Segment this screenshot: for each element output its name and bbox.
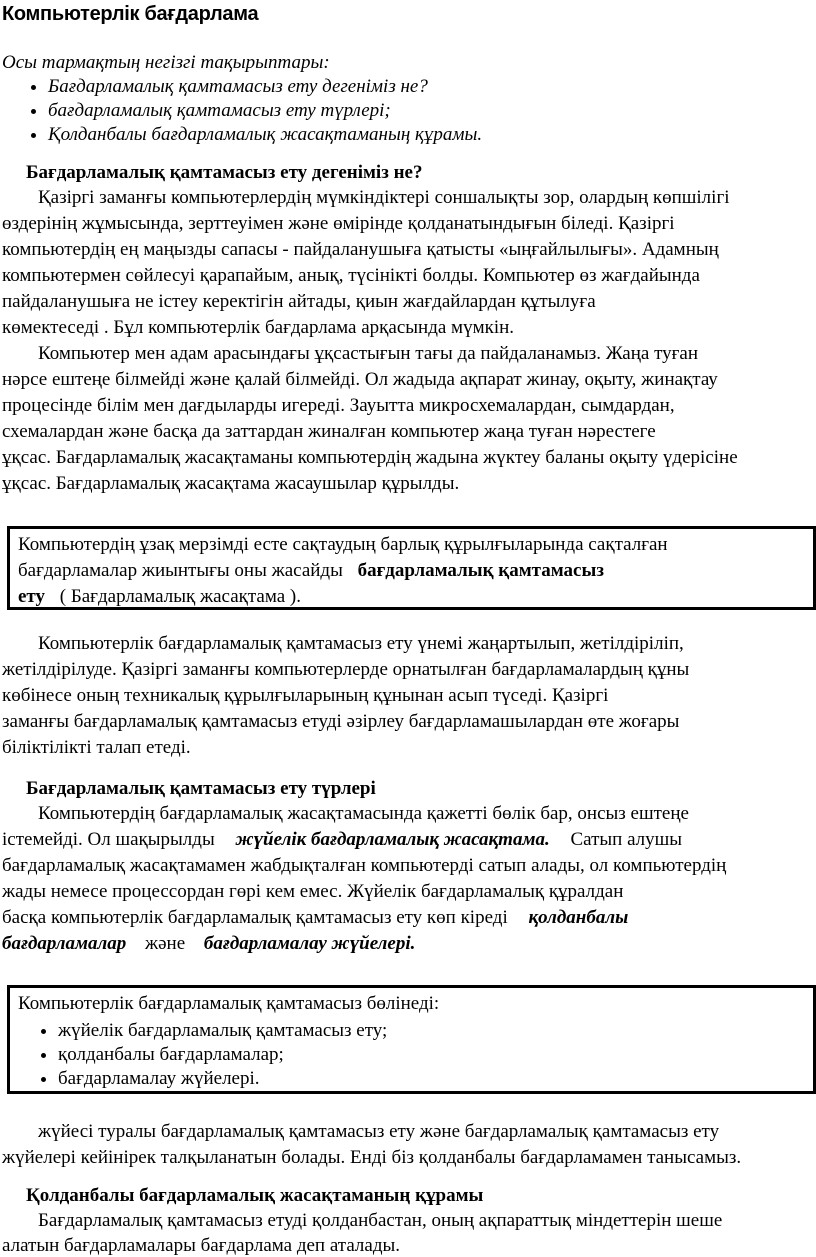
definition-box: Компьютердің ұзақ мерзімді есте сақтаудың барлық құрылғыларында сақталған бағдарламалар жиынтығы оны жасайды бағдарламалық қамтамасыз ету ( Бағдарламалық жасақтама ). xyxy=(7,526,816,610)
term-bold: ету xyxy=(18,586,46,607)
text-span: және xyxy=(144,933,186,954)
section-heading: Бағдарламалық қамтамасыз ету дегеніміз не? xyxy=(26,162,423,183)
text-span: істемейді. Ол шақырылды xyxy=(2,829,215,850)
text-span: бағдарламалар жиынтығы оны жасайды xyxy=(18,560,343,581)
divisions-box: Компьютерлік бағдарламалық қамтамасыз бөлінеді: • жүйелік бағдарламалық қамтамасыз ету; • қолданбалы бағдарламалар; • бағдарламалау жүйелері. xyxy=(7,985,816,1094)
divisions-list xyxy=(38,1019,387,1091)
page-title: Компьютерлік бағдарлама xyxy=(2,3,259,25)
term-bold-italic: жүйелік бағдарламалық жасақтама. xyxy=(235,829,550,850)
text-span: ( Бағдарламалық жасақтама ). xyxy=(59,586,301,607)
section-heading: Бағдарламалық қамтамасыз ету түрлері xyxy=(26,778,376,799)
list-item: • Бағдарламалық қамтамасыз ету дегеніміз не? xyxy=(48,75,482,99)
list-item: • бағдарламалық қамтамасыз ету түрлері; xyxy=(48,99,482,123)
text-span: басқа компьютерлік бағдарламалық қамтамасыз ету көп кіреді xyxy=(2,907,508,928)
text-span: Сатып алушы xyxy=(570,829,683,850)
topics-intro: Осы тармақтың негізгі тақырыптары: xyxy=(2,52,330,73)
list-item: • бағдарламалау жүйелері. xyxy=(58,1067,387,1091)
term-bold: бағдарламалық қамтамасыз xyxy=(357,560,604,581)
section-heading: Қолданбалы бағдарламалық жасақтаманың құрамы xyxy=(26,1185,484,1206)
term-bold-italic: қолданбалы xyxy=(528,907,629,928)
list-item: • қолданбалы бағдарламалар; xyxy=(58,1043,387,1067)
list-item: • Қолданбалы бағдарламалық жасақтаманың құрамы. xyxy=(48,123,482,147)
list-item: • жүйелік бағдарламалық қамтамасыз ету; xyxy=(58,1019,387,1043)
term-bold-italic: бағдарламалау жүйелері. xyxy=(203,933,416,954)
topics-list xyxy=(28,75,482,147)
term-bold-italic: бағдарламалар xyxy=(2,933,127,954)
